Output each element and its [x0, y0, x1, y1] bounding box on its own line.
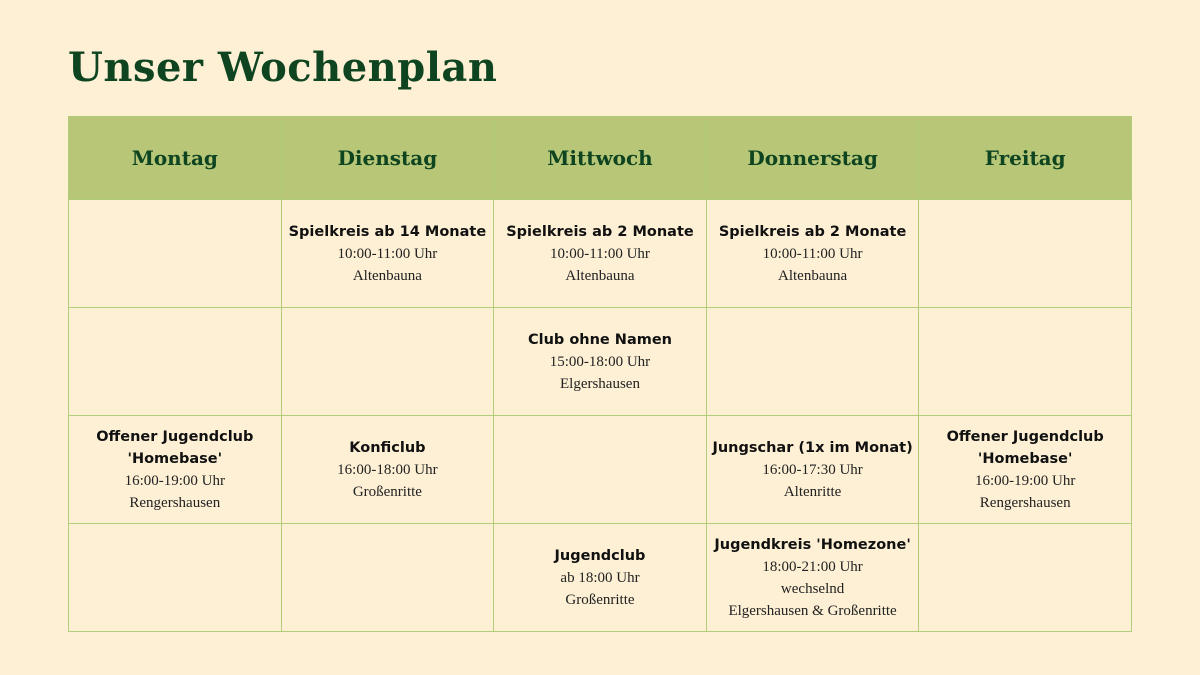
empty-cell [919, 200, 1132, 308]
event-cell [281, 416, 494, 524]
event-location: Altenritte [783, 483, 842, 500]
event-cell [706, 524, 919, 632]
event-cell [69, 416, 282, 524]
event-location: Elgershausen & Großenritte [728, 602, 897, 619]
event-cell [706, 416, 919, 524]
schedule-row [69, 524, 1132, 632]
event-time: 10:00-11:00 Uhr [762, 245, 863, 262]
event-location: wechselnd [780, 580, 845, 597]
empty-cell [69, 200, 282, 308]
empty-cell [706, 308, 919, 416]
event-name: Spielkreis ab 14 Monate [288, 223, 487, 240]
event-name: Konficlub [349, 439, 426, 456]
schedule-body [69, 200, 1132, 632]
event-location: Großenritte [565, 591, 635, 608]
schedule-row [69, 416, 1132, 524]
event-cell [281, 200, 494, 308]
event-name: Jugendclub [554, 547, 646, 564]
event-cell [919, 416, 1132, 524]
event-name: Offener Jugendclub 'Homebase' [946, 428, 1104, 467]
page-title: Unser Wochenplan [68, 44, 498, 91]
empty-cell [69, 308, 282, 416]
event-cell [706, 200, 919, 308]
event-time: 16:00-19:00 Uhr [124, 472, 225, 489]
event-cell [494, 308, 707, 416]
empty-cell [281, 308, 494, 416]
event-name: Offener Jugendclub 'Homebase' [96, 428, 254, 467]
event-cell [494, 524, 707, 632]
day-header-thursday: Donnerstag [706, 117, 919, 200]
event-name: Spielkreis ab 2 Monate [506, 223, 694, 240]
empty-cell [919, 524, 1132, 632]
event-name: Spielkreis ab 2 Monate [718, 223, 907, 240]
day-header-friday: Freitag [919, 117, 1132, 200]
event-time: 10:00-11:00 Uhr [550, 245, 650, 262]
event-name: Jungschar (1x im Monat) [712, 439, 913, 456]
day-header-row [69, 117, 1132, 200]
empty-cell [281, 524, 494, 632]
event-time: 15:00-18:00 Uhr [549, 353, 651, 370]
event-name: Club ohne Namen [527, 331, 672, 348]
day-header-wednesday: Mittwoch [494, 117, 707, 200]
event-location: Altenbauna [352, 267, 422, 284]
empty-cell [69, 524, 282, 632]
event-location: Altenbauna [565, 267, 635, 284]
event-name: Jugendkreis 'Homezone' [714, 536, 911, 553]
day-header-tuesday: Dienstag [281, 117, 494, 200]
event-time: 16:00-19:00 Uhr [974, 472, 1076, 489]
day-header-monday: Montag [69, 117, 282, 200]
event-time: 18:00-21:00 Uhr [762, 558, 863, 575]
event-time: 16:00-18:00 Uhr [337, 461, 438, 478]
schedule-row [69, 200, 1132, 308]
event-location: Großenritte [352, 483, 422, 500]
weekly-schedule-table [68, 116, 1132, 632]
event-location: Elgershausen [559, 375, 640, 392]
empty-cell [919, 308, 1132, 416]
event-location: Altenbauna [778, 267, 848, 284]
event-time: 10:00-11:00 Uhr [337, 245, 438, 262]
event-cell [494, 200, 707, 308]
empty-cell [494, 416, 707, 524]
event-time: 16:00-17:30 Uhr [762, 461, 863, 478]
event-time: ab 18:00 Uhr [560, 569, 640, 586]
event-location: Rengershausen [979, 494, 1071, 511]
schedule-row [69, 308, 1132, 416]
event-location: Rengershausen [129, 494, 221, 511]
